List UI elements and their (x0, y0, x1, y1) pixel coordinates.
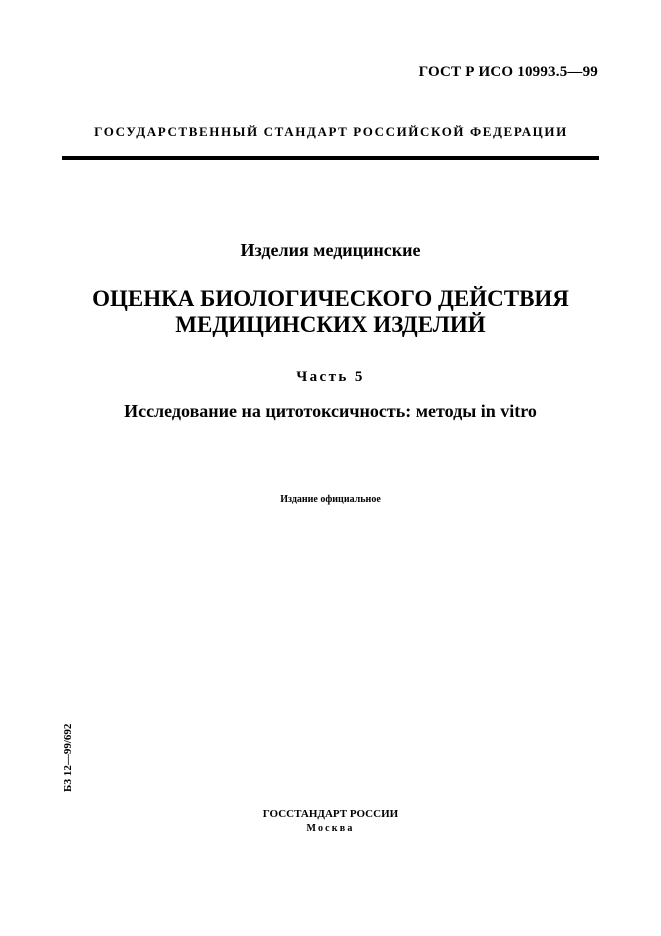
edition-label: Издание официальное (280, 494, 381, 505)
document-code: ГОСТ Р ИСО 10993.5—99 (418, 64, 598, 80)
header-rule (62, 156, 599, 160)
main-title-line-1: ОЦЕНКА БИОЛОГИЧЕСКОГО ДЕЙСТВИЯ (92, 286, 569, 311)
side-catalog-code: БЗ 12—99/692 (62, 723, 74, 793)
state-standard-heading: ГОСУДАРСТВЕННЫЙ СТАНДАРТ РОССИЙСКОЙ ФЕДЕРАЦИИ (94, 124, 568, 139)
product-group-title: Изделия медицинские (240, 240, 421, 260)
subtitle: Исследование на цитотоксичность: методы in vitro (124, 401, 537, 421)
publisher: ГОССТАНДАРТ РОССИИ (262, 808, 399, 820)
main-title-line-2: МЕДИЦИНСКИХ ИЗДЕЛИЙ (175, 312, 486, 337)
part-label: Часть 5 (296, 369, 365, 385)
city: Москва (306, 823, 355, 834)
main-title (0, 286, 661, 338)
